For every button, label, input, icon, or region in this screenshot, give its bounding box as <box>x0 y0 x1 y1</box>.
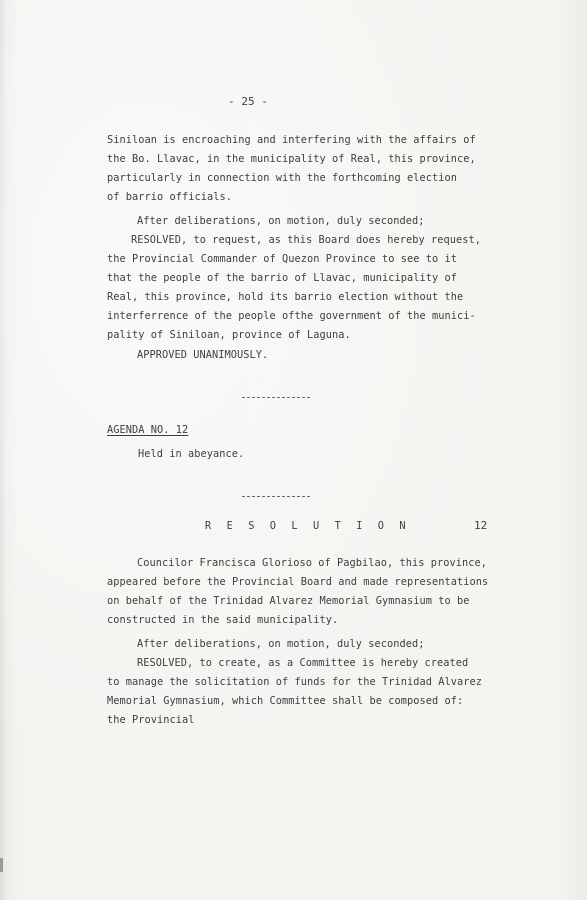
text-line: particularly in connection with the forthcoming election <box>107 172 457 184</box>
text-line: the Provincial <box>107 714 195 726</box>
text-line: interferrence of the people ofthe government of the munici- <box>107 310 476 322</box>
section-divider <box>242 496 310 498</box>
text-line: the Bo. Llavac, in the municipality of Real, this province, <box>107 153 476 165</box>
text-line: appeared before the Provincial Board and made representations <box>107 576 489 588</box>
text-line: the Provincial Commander of Quezon Province to see to it <box>107 253 457 265</box>
text-line: Siniloan is encroaching and interfering with the affairs of <box>107 134 476 146</box>
approved-line: APPROVED UNANIMOUSLY. <box>137 349 269 361</box>
text-line: that the people of the barrio of Llavac, municipality of <box>107 272 457 284</box>
deliberations-line: After deliberations, on motion, duly seconded; <box>137 638 425 650</box>
text-line: constructed in the said municipality. <box>107 614 339 626</box>
resolution-number: 12 <box>474 519 488 532</box>
text-line: of barrio officials. <box>107 191 232 203</box>
resolved-line: RESOLVED, to create, as a Committee is hereby created <box>137 657 469 669</box>
text-line: Councilor Francisca Glorioso of Pagbilao, this province, <box>137 557 487 569</box>
page-edge-mark <box>0 858 3 872</box>
page-number: - 25 - <box>228 95 269 108</box>
agenda-text: Held in abeyance. <box>138 448 245 460</box>
resolution-heading: R E S O L U T I O N <box>205 520 411 532</box>
deliberations-line: After deliberations, on motion, duly seconded; <box>137 215 425 227</box>
text-line: pality of Siniloan, province of Laguna. <box>107 329 351 341</box>
resolved-line: RESOLVED, to request, as this Board does hereby request, <box>131 234 481 246</box>
agenda-heading: AGENDA NO. 12 <box>107 424 189 436</box>
text-line: Memorial Gymnasium, which Committee shall be composed of: <box>107 695 464 707</box>
text-line: on behalf of the Trinidad Alvarez Memorial Gymnasium to be <box>107 595 470 607</box>
text-line: to manage the solicitation of funds for the Trinidad Alvarez <box>107 676 482 688</box>
text-line: Real, this province, hold its barrio election without the <box>107 291 464 303</box>
section-divider <box>242 397 310 399</box>
